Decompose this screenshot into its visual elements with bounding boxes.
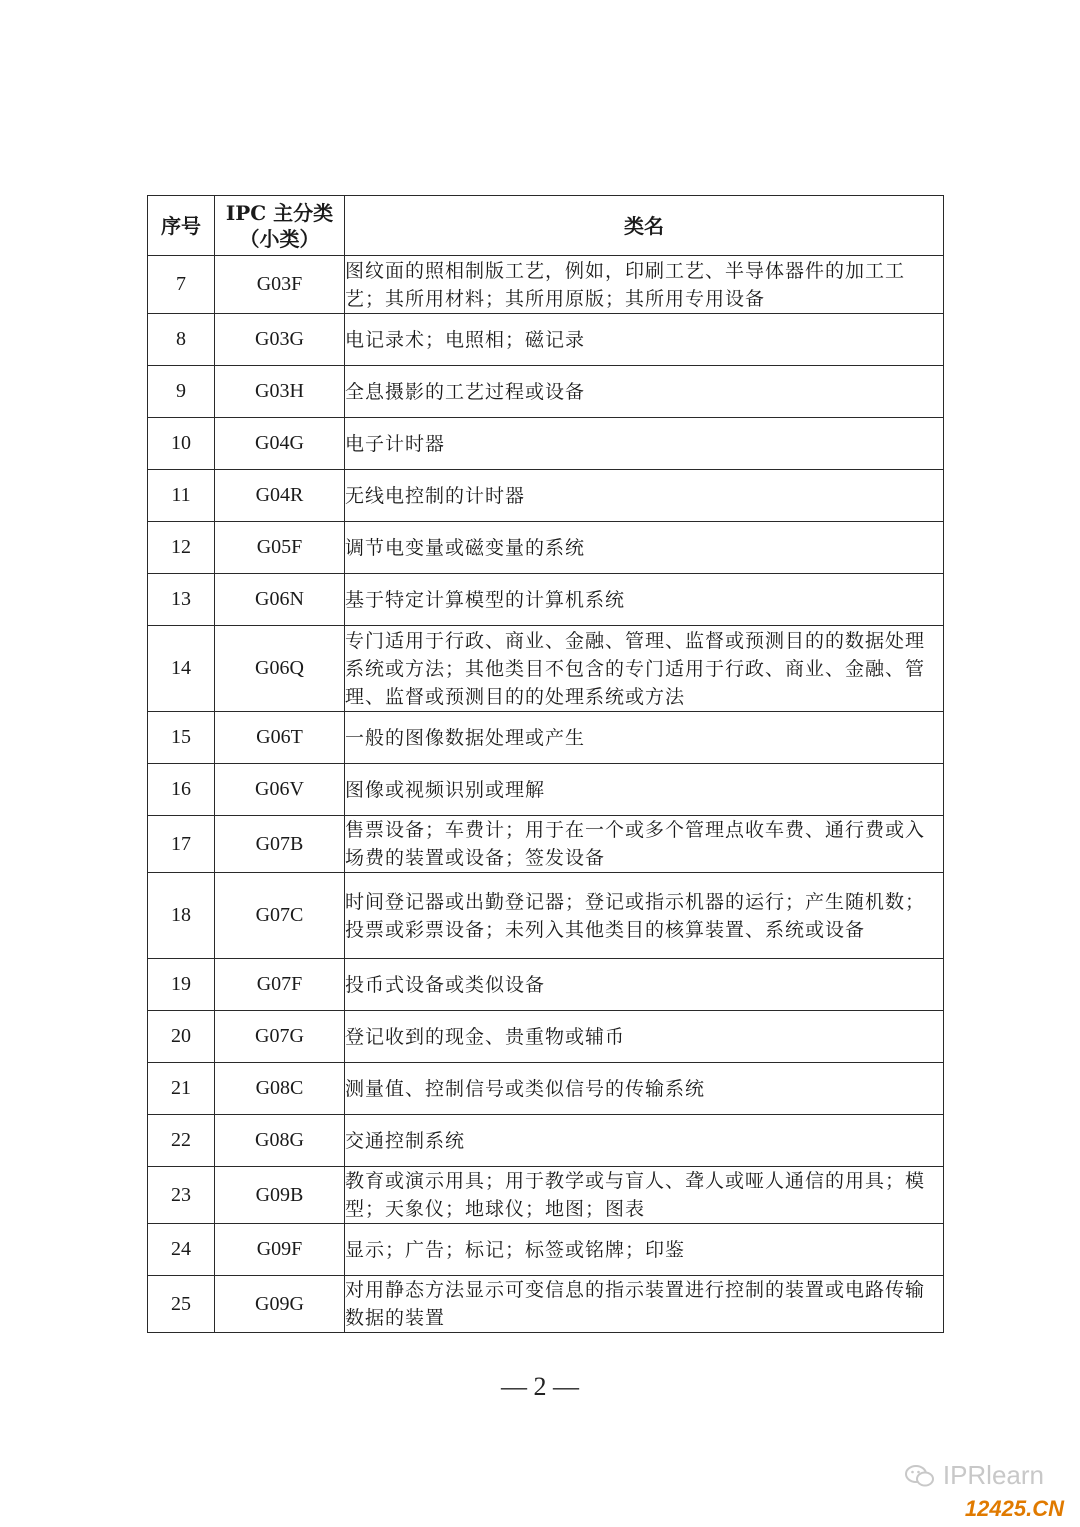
- row-ipc-code: G09G: [215, 1276, 345, 1333]
- header-ipc: [215, 196, 345, 256]
- row-class-name: 全息摄影的工艺过程或设备: [345, 366, 944, 418]
- row-ipc-code: G07F: [215, 959, 345, 1011]
- watermark-text: IPRlearn: [942, 1460, 1044, 1490]
- ipc-classification-table: [147, 195, 944, 1333]
- row-ipc-code: G04G: [215, 418, 345, 470]
- row-ipc-code: G06V: [215, 764, 345, 816]
- row-seq: 23: [148, 1167, 215, 1224]
- row-seq: 16: [148, 764, 215, 816]
- row-ipc-code: G08G: [215, 1115, 345, 1167]
- row-class-name: 教育或演示用具；用于教学或与盲人、聋人或哑人通信的用具；模型；天象仪；地球仪；地图；图表: [345, 1167, 944, 1224]
- row-ipc-code: G03H: [215, 366, 345, 418]
- row-class-name: 调节电变量或磁变量的系统: [345, 522, 944, 574]
- table-row: [148, 256, 944, 314]
- row-ipc-code: G08C: [215, 1063, 345, 1115]
- row-class-name: 测量值、控制信号或类似信号的传输系统: [345, 1063, 944, 1115]
- row-seq: 7: [148, 256, 215, 314]
- row-seq: 15: [148, 712, 215, 764]
- table-row: [148, 522, 944, 574]
- table-row: [148, 1115, 944, 1167]
- row-ipc-code: G06N: [215, 574, 345, 626]
- row-seq: 20: [148, 1011, 215, 1063]
- row-class-name: 时间登记器或出勤登记器；登记或指示机器的运行；产生随机数；投票或彩票设备；未列入其他类目的核算装置、系统或设备: [345, 873, 944, 959]
- header-ipc-line1: IPC 主分类: [225, 200, 334, 225]
- table-header-row: [148, 196, 944, 256]
- row-ipc-code: G06T: [215, 712, 345, 764]
- table-row: [148, 574, 944, 626]
- row-ipc-code: G07B: [215, 816, 345, 873]
- row-seq: 22: [148, 1115, 215, 1167]
- row-seq: 12: [148, 522, 215, 574]
- row-seq: 13: [148, 574, 215, 626]
- watermark: [905, 1460, 1044, 1491]
- row-seq: 14: [148, 626, 215, 712]
- row-seq: 17: [148, 816, 215, 873]
- row-ipc-code: G05F: [215, 522, 345, 574]
- row-class-name: 显示；广告；标记；标签或铭牌；印鉴: [345, 1224, 944, 1276]
- row-seq: 11: [148, 470, 215, 522]
- row-class-name: 基于特定计算模型的计算机系统: [345, 574, 944, 626]
- row-class-name: 对用静态方法显示可变信息的指示装置进行控制的装置或电路传输数据的装置: [345, 1276, 944, 1333]
- table-row: [148, 470, 944, 522]
- row-seq: 9: [148, 366, 215, 418]
- row-class-name: 专门适用于行政、商业、金融、管理、监督或预测目的的数据处理系统或方法；其他类目不包含的专门适用于行政、商业、金融、管理、监督或预测目的的处理系统或方法: [345, 626, 944, 712]
- row-class-name: 交通控制系统: [345, 1115, 944, 1167]
- row-seq: 19: [148, 959, 215, 1011]
- row-class-name: 一般的图像数据处理或产生: [345, 712, 944, 764]
- row-seq: 25: [148, 1276, 215, 1333]
- row-ipc-code: G07C: [215, 873, 345, 959]
- table-row: [148, 873, 944, 959]
- row-class-name: 图纹面的照相制版工艺，例如，印刷工艺、半导体器件的加工工艺；其所用材料；其所用原版；其所用专用设备: [345, 256, 944, 314]
- table-row: [148, 626, 944, 712]
- row-ipc-code: G04R: [215, 470, 345, 522]
- table-row: [148, 1224, 944, 1276]
- row-seq: 10: [148, 418, 215, 470]
- table-row: [148, 1276, 944, 1333]
- header-seq: 序号: [148, 196, 215, 256]
- row-seq: 8: [148, 314, 215, 366]
- table-row: [148, 764, 944, 816]
- table-row: [148, 1167, 944, 1224]
- row-ipc-code: G06Q: [215, 626, 345, 712]
- row-seq: 24: [148, 1224, 215, 1276]
- row-ipc-code: G09B: [215, 1167, 345, 1224]
- wechat-icon: [905, 1464, 935, 1488]
- header-ipc-line2: （小类）: [239, 226, 320, 251]
- row-class-name: 电记录术；电照相；磁记录: [345, 314, 944, 366]
- table-row: [148, 314, 944, 366]
- row-class-name: 投币式设备或类似设备: [345, 959, 944, 1011]
- row-class-name: 图像或视频识别或理解: [345, 764, 944, 816]
- row-class-name: 登记收到的现金、贵重物或辅币: [345, 1011, 944, 1063]
- table-row: [148, 366, 944, 418]
- page-number: — 2 —: [501, 1372, 579, 1401]
- site-logo: 12425.CN: [964, 1496, 1064, 1521]
- row-ipc-code: G03G: [215, 314, 345, 366]
- row-ipc-code: G03F: [215, 256, 345, 314]
- row-seq: 18: [148, 873, 215, 959]
- row-seq: 21: [148, 1063, 215, 1115]
- table-body: [148, 256, 944, 1333]
- table-row: [148, 816, 944, 873]
- table-row: [148, 418, 944, 470]
- row-ipc-code: G09F: [215, 1224, 345, 1276]
- table-row: [148, 1011, 944, 1063]
- table-row: [148, 712, 944, 764]
- table-row: [148, 1063, 944, 1115]
- table-row: [148, 959, 944, 1011]
- row-class-name: 无线电控制的计时器: [345, 470, 944, 522]
- row-ipc-code: G07G: [215, 1011, 345, 1063]
- row-class-name: 售票设备；车费计；用于在一个或多个管理点收车费、通行费或入场费的装置或设备；签发设备: [345, 816, 944, 873]
- row-class-name: 电子计时器: [345, 418, 944, 470]
- header-name: 类名: [345, 196, 944, 256]
